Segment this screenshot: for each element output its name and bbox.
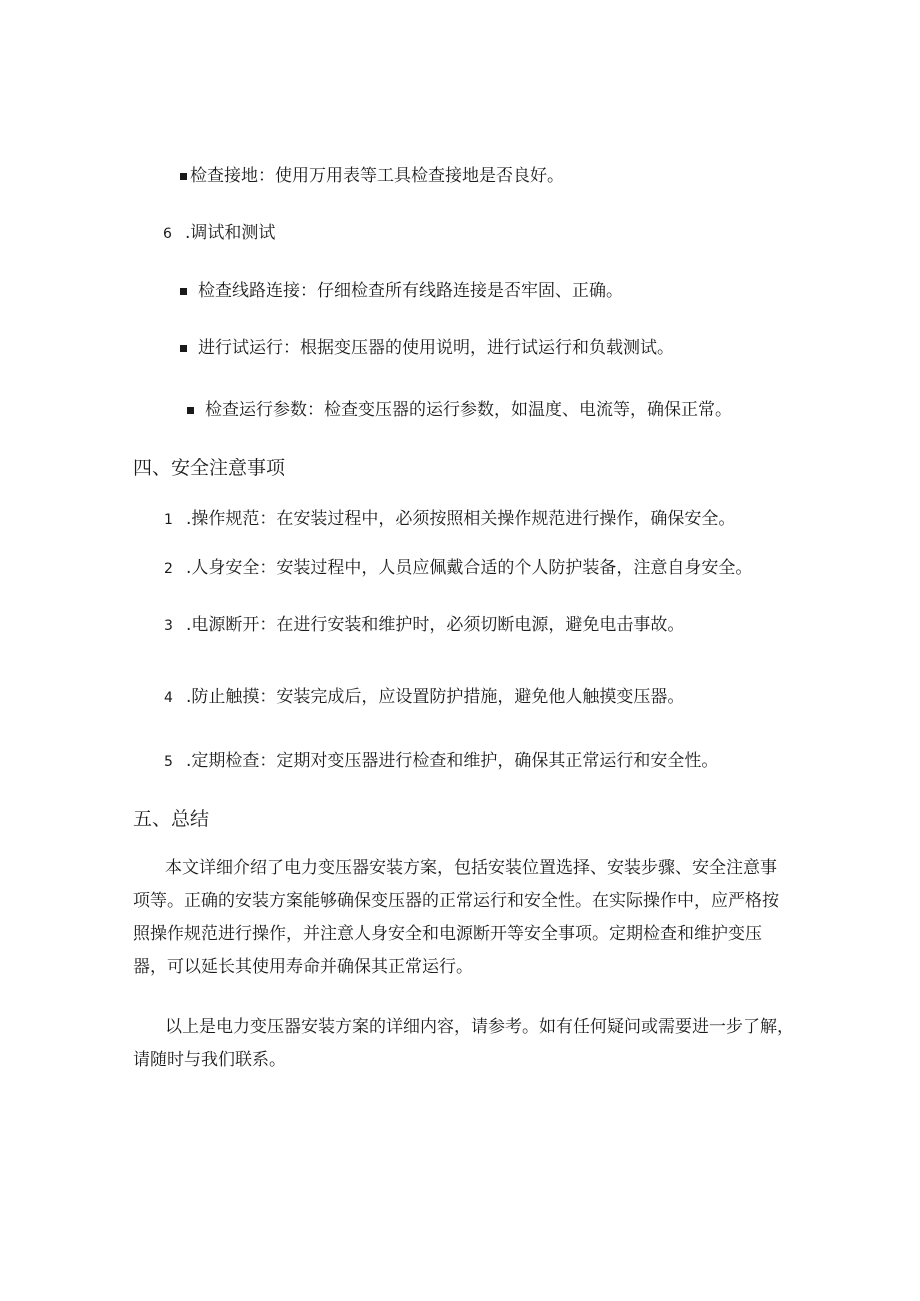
item-label: .防止触摸: [186, 687, 260, 707]
section-heading-safety: 四、安全注意事项: [133, 457, 286, 479]
square-bullet-icon: [180, 288, 187, 295]
item-label: .定期检查: [186, 751, 260, 771]
summary-paragraph: [133, 852, 805, 984]
item-number: 6: [163, 226, 172, 242]
bullet-item-trial-run: [180, 336, 674, 360]
item-label: 检查运行参数: [205, 400, 307, 420]
item-label: .调试和测试: [185, 223, 276, 243]
item-label: .人身安全: [186, 558, 260, 578]
safety-item-5: [164, 749, 718, 774]
item-separator: ：: [259, 509, 277, 529]
item-separator: ：: [283, 338, 300, 358]
paragraph-line: 照操作规范进行操作，并注意人身安全和电源断开等安全事项。定期检查和维护变压: [133, 924, 762, 944]
item-text: 安装过程中，人员应佩戴合适的个人防护装备，注意自身安全。: [276, 558, 753, 578]
item-text: 在进行安装和维护时，必须切断电源，避免电击事故。: [276, 615, 685, 635]
item-separator: ：: [259, 751, 277, 771]
item-text: 检查变压器的运行参数，如温度、电流等，确保正常。: [324, 400, 732, 420]
closing-paragraph: [133, 1011, 805, 1077]
safety-item-2: [164, 556, 752, 581]
paragraph-line: 请随时与我们联系。: [133, 1050, 286, 1070]
item-label: 进行试运行: [198, 338, 283, 358]
item-separator: ：: [259, 615, 277, 635]
bullet-item-parameters: [187, 398, 732, 422]
item-number: 3: [164, 618, 173, 634]
item-text: 安装完成后，应设置防护措施，避免他人触摸变压器。: [276, 687, 685, 707]
section-heading-summary: 五、总结: [133, 808, 210, 830]
item-label: 检查接地: [190, 166, 258, 186]
item-label: 检查线路连接: [198, 281, 300, 301]
item-separator: ：: [258, 166, 275, 186]
item-number: 4: [164, 690, 173, 706]
item-text: 定期对变压器进行检查和维护，确保其正常运行和安全性。: [276, 751, 719, 771]
item-text: 根据变压器的使用说明，进行试运行和负载测试。: [300, 338, 674, 358]
item-label: .操作规范: [186, 509, 260, 529]
paragraph-line: 本文详细介绍了电力变压器安装方案，包括安装位置选择、安装步骤、安全注意事: [165, 858, 777, 878]
paragraph-line: 器，可以延长其使用寿命并确保其正常运行。: [133, 957, 473, 977]
item-text: 在安装过程中，必须按照相关操作规范进行操作，确保安全。: [276, 509, 736, 529]
item-separator: ：: [300, 281, 317, 301]
bullet-item-ground-check: [180, 164, 564, 188]
safety-item-1: [164, 507, 735, 532]
item-label: .电源断开: [186, 615, 260, 635]
item-separator: ：: [259, 687, 277, 707]
item-separator: ：: [259, 558, 277, 578]
bullet-item-line-check: [180, 279, 623, 303]
item-separator: ：: [307, 400, 324, 420]
square-bullet-icon: [180, 173, 187, 180]
paragraph-line: 项等。正确的安装方案能够确保变压器的正常运行和安全性。在实际操作中，应严格按: [133, 891, 779, 911]
numbered-item-6: [163, 221, 275, 246]
square-bullet-icon: [180, 345, 187, 352]
safety-item-4: [164, 685, 684, 710]
item-number: 5: [164, 754, 173, 770]
item-number: 1: [164, 512, 173, 528]
item-number: 2: [164, 561, 173, 577]
paragraph-line: 以上是电力变压器安装方案的详细内容，请参考。如有任何疑问或需要进一步了解，: [165, 1017, 794, 1037]
item-text: 仔细检查所有线路连接是否牢固、正确。: [317, 281, 623, 301]
square-bullet-icon: [187, 407, 194, 414]
safety-item-3: [164, 613, 684, 638]
item-text: 使用万用表等工具检查接地是否良好。: [275, 166, 564, 186]
